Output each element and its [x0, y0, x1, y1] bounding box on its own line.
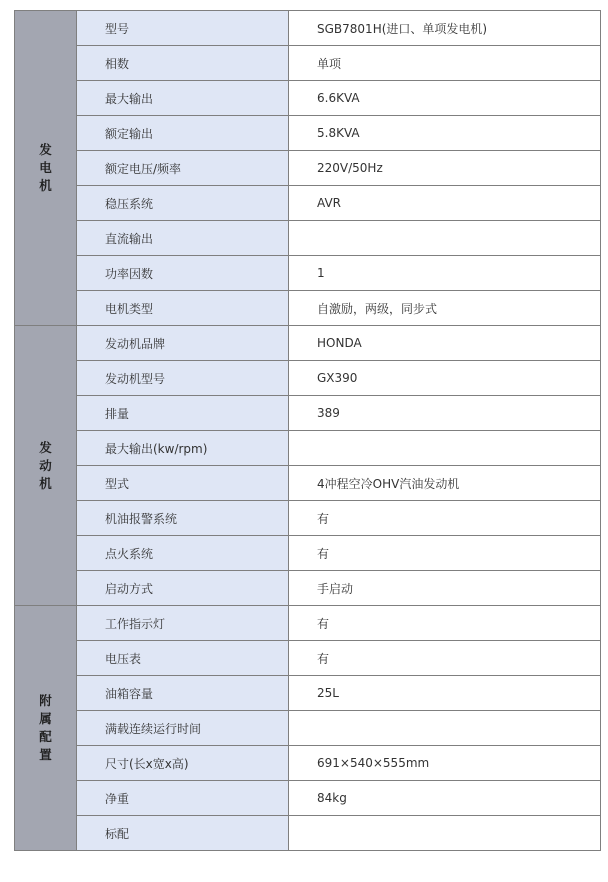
table-row — [15, 711, 601, 746]
spec-value: GX390 — [289, 361, 601, 396]
spec-label: 直流输出 — [77, 221, 289, 256]
table-row — [15, 571, 601, 606]
spec-label: 最大输出(kw/rpm) — [77, 431, 289, 466]
table-row — [15, 361, 601, 396]
spec-value — [289, 221, 601, 256]
spec-value: 有 — [289, 501, 601, 536]
table-row — [15, 536, 601, 571]
table-row — [15, 116, 601, 151]
spec-label: 发动机型号 — [77, 361, 289, 396]
table-row — [15, 816, 601, 851]
spec-label: 点火系统 — [77, 536, 289, 571]
group-header-accessories: 附属配置 — [15, 606, 77, 851]
spec-label: 稳压系统 — [77, 186, 289, 221]
table-row — [15, 46, 601, 81]
spec-value: 有 — [289, 606, 601, 641]
spec-label: 尺寸(长x宽x高) — [77, 746, 289, 781]
spec-label: 额定电压/频率 — [77, 151, 289, 186]
table-row — [15, 676, 601, 711]
spec-value: 691×540×555mm — [289, 746, 601, 781]
spec-label: 工作指示灯 — [77, 606, 289, 641]
spec-label: 功率因数 — [77, 256, 289, 291]
group-header-generator: 发电机 — [15, 11, 77, 326]
spec-value: 单项 — [289, 46, 601, 81]
spec-value: 220V/50Hz — [289, 151, 601, 186]
table-row — [15, 256, 601, 291]
spec-label: 额定输出 — [77, 116, 289, 151]
spec-value — [289, 711, 601, 746]
spec-label: 发动机品牌 — [77, 326, 289, 361]
spec-label: 净重 — [77, 781, 289, 816]
table-row — [15, 501, 601, 536]
spec-label: 型式 — [77, 466, 289, 501]
spec-table — [14, 10, 601, 851]
spec-value — [289, 431, 601, 466]
spec-value: 5.8KVA — [289, 116, 601, 151]
spec-value: 手启动 — [289, 571, 601, 606]
table-row — [15, 781, 601, 816]
spec-label: 标配 — [77, 816, 289, 851]
table-row — [15, 396, 601, 431]
spec-value: 有 — [289, 536, 601, 571]
table-row — [15, 746, 601, 781]
spec-value: SGB7801H(进口、单项发电机) — [289, 11, 601, 46]
spec-label: 机油报警系统 — [77, 501, 289, 536]
spec-label: 启动方式 — [77, 571, 289, 606]
table-row — [15, 466, 601, 501]
table-row — [15, 151, 601, 186]
table-row — [15, 291, 601, 326]
spec-label: 电机类型 — [77, 291, 289, 326]
spec-label: 型号 — [77, 11, 289, 46]
table-row — [15, 11, 601, 46]
spec-label: 相数 — [77, 46, 289, 81]
table-row — [15, 606, 601, 641]
spec-label: 满载连续运行时间 — [77, 711, 289, 746]
table-row — [15, 431, 601, 466]
spec-value: 自激励，两级，同步式 — [289, 291, 601, 326]
spec-value: 25L — [289, 676, 601, 711]
spec-label: 最大输出 — [77, 81, 289, 116]
spec-value: 4冲程空冷OHV汽油发动机 — [289, 466, 601, 501]
spec-value: 389 — [289, 396, 601, 431]
spec-value: 有 — [289, 641, 601, 676]
spec-value: 6.6KVA — [289, 81, 601, 116]
table-row — [15, 186, 601, 221]
spec-value — [289, 816, 601, 851]
spec-value: 1 — [289, 256, 601, 291]
spec-label: 油箱容量 — [77, 676, 289, 711]
group-header-engine: 发动机 — [15, 326, 77, 606]
spec-value: AVR — [289, 186, 601, 221]
spec-value: HONDA — [289, 326, 601, 361]
spec-label: 排量 — [77, 396, 289, 431]
table-row — [15, 641, 601, 676]
table-row — [15, 81, 601, 116]
table-row — [15, 221, 601, 256]
spec-label: 电压表 — [77, 641, 289, 676]
spec-value: 84kg — [289, 781, 601, 816]
table-row — [15, 326, 601, 361]
